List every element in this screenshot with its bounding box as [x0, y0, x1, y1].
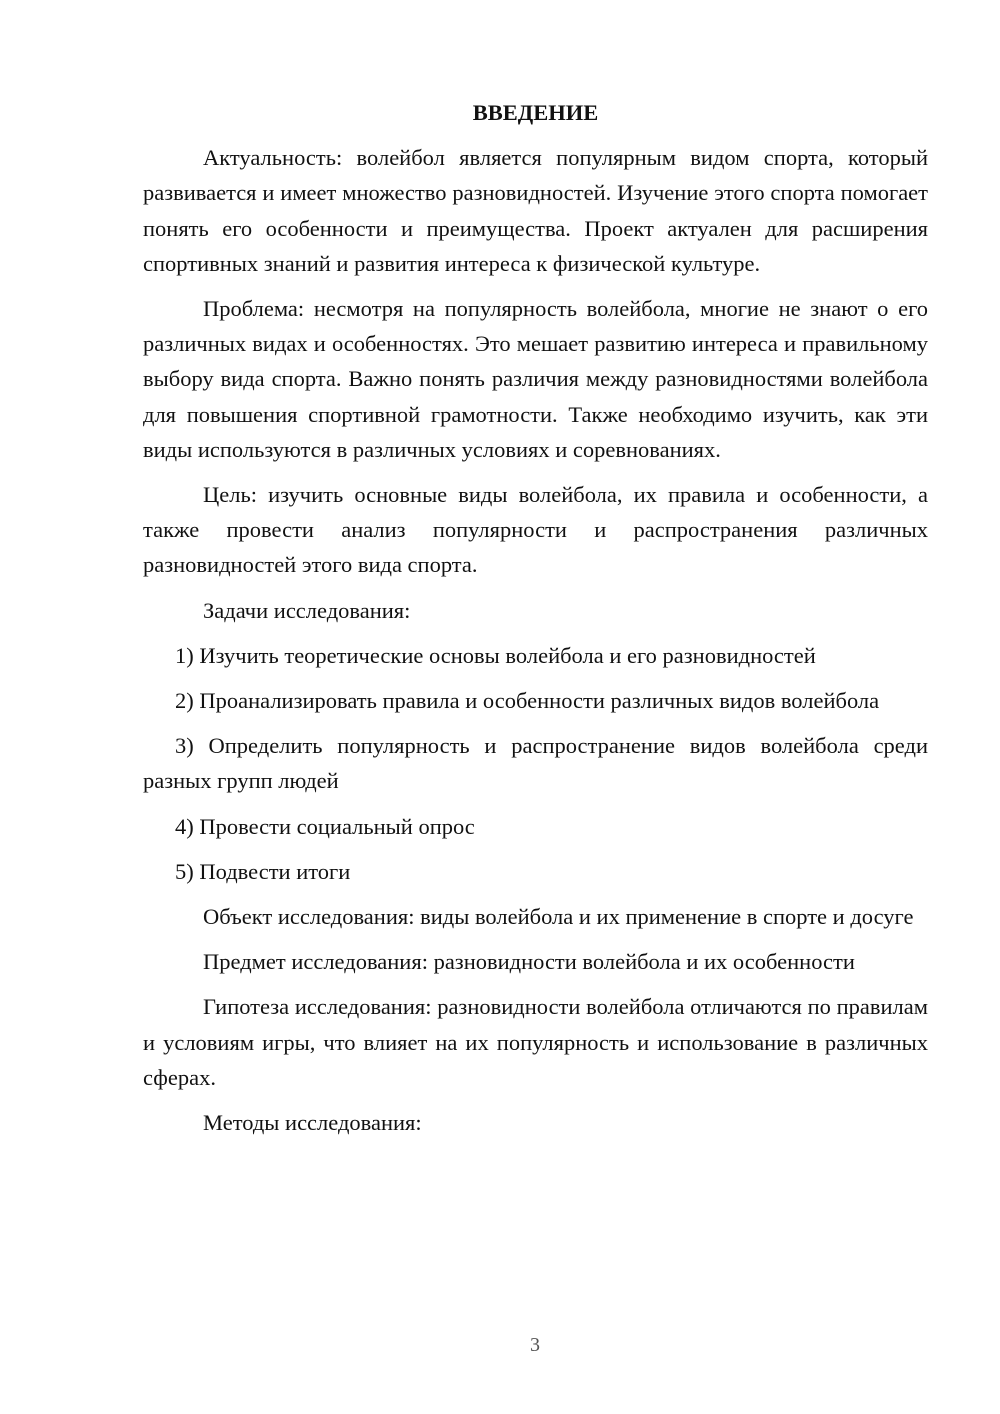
task-item-1: 1) Изучить теоретические основы волейбола и его разновидностей [175, 642, 816, 668]
section-title: ВВЕДЕНИЕ [472, 100, 599, 125]
page-content [143, 95, 928, 1150]
task-item-2: 2) Проанализировать правила и особенности различных видов волейбола [175, 688, 880, 714]
relevance-paragraph: Актуальность: волейбол является популярным видом спорта, который развивается и имеет множество разновидностей. Изучение этого спорта помогает понять его особенности и преимущества. Проект актуален для расширения спортивных знаний и развития интереса к физической культуре. [143, 145, 928, 276]
page-number: 3 [530, 1334, 540, 1356]
task-item-5: 5) Подвести итоги [175, 858, 351, 884]
subject-paragraph: Предмет исследования: разновидности волейбола и их особенности [203, 949, 855, 975]
goal-paragraph: Цель: изучить основные виды волейбола, их правила и особенности, а также провести анализ популярности и распространения различных разновидностей этого вида спорта. [143, 482, 928, 578]
problem-paragraph: Проблема: несмотря на популярность волейбола, многие не знают о его различных видах и особенностях. Это мешает развитию интереса и правильному выбору вида спорта. Важно понять различия между разновидностями волейбола для повышения спортивной грамотности. Также необходимо изучить, как эти виды используются в различных условиях и соревнованиях. [143, 296, 928, 462]
hypothesis-paragraph: Гипотеза исследования: разновидности волейбола отличаются по правилам и условиям игры, что влияет на их популярность и использование в различных сферах. [143, 994, 928, 1090]
methods-heading: Методы исследования: [203, 1110, 422, 1136]
task-item-3: 3) Определить популярность и распространение видов волейбола среди разных групп людей [143, 733, 928, 794]
object-paragraph: Объект исследования: виды волейбола и их применение в спорте и досуге [203, 904, 914, 930]
tasks-heading: Задачи исследования: [203, 597, 411, 623]
task-item-4: 4) Провести социальный опрос [175, 813, 475, 839]
